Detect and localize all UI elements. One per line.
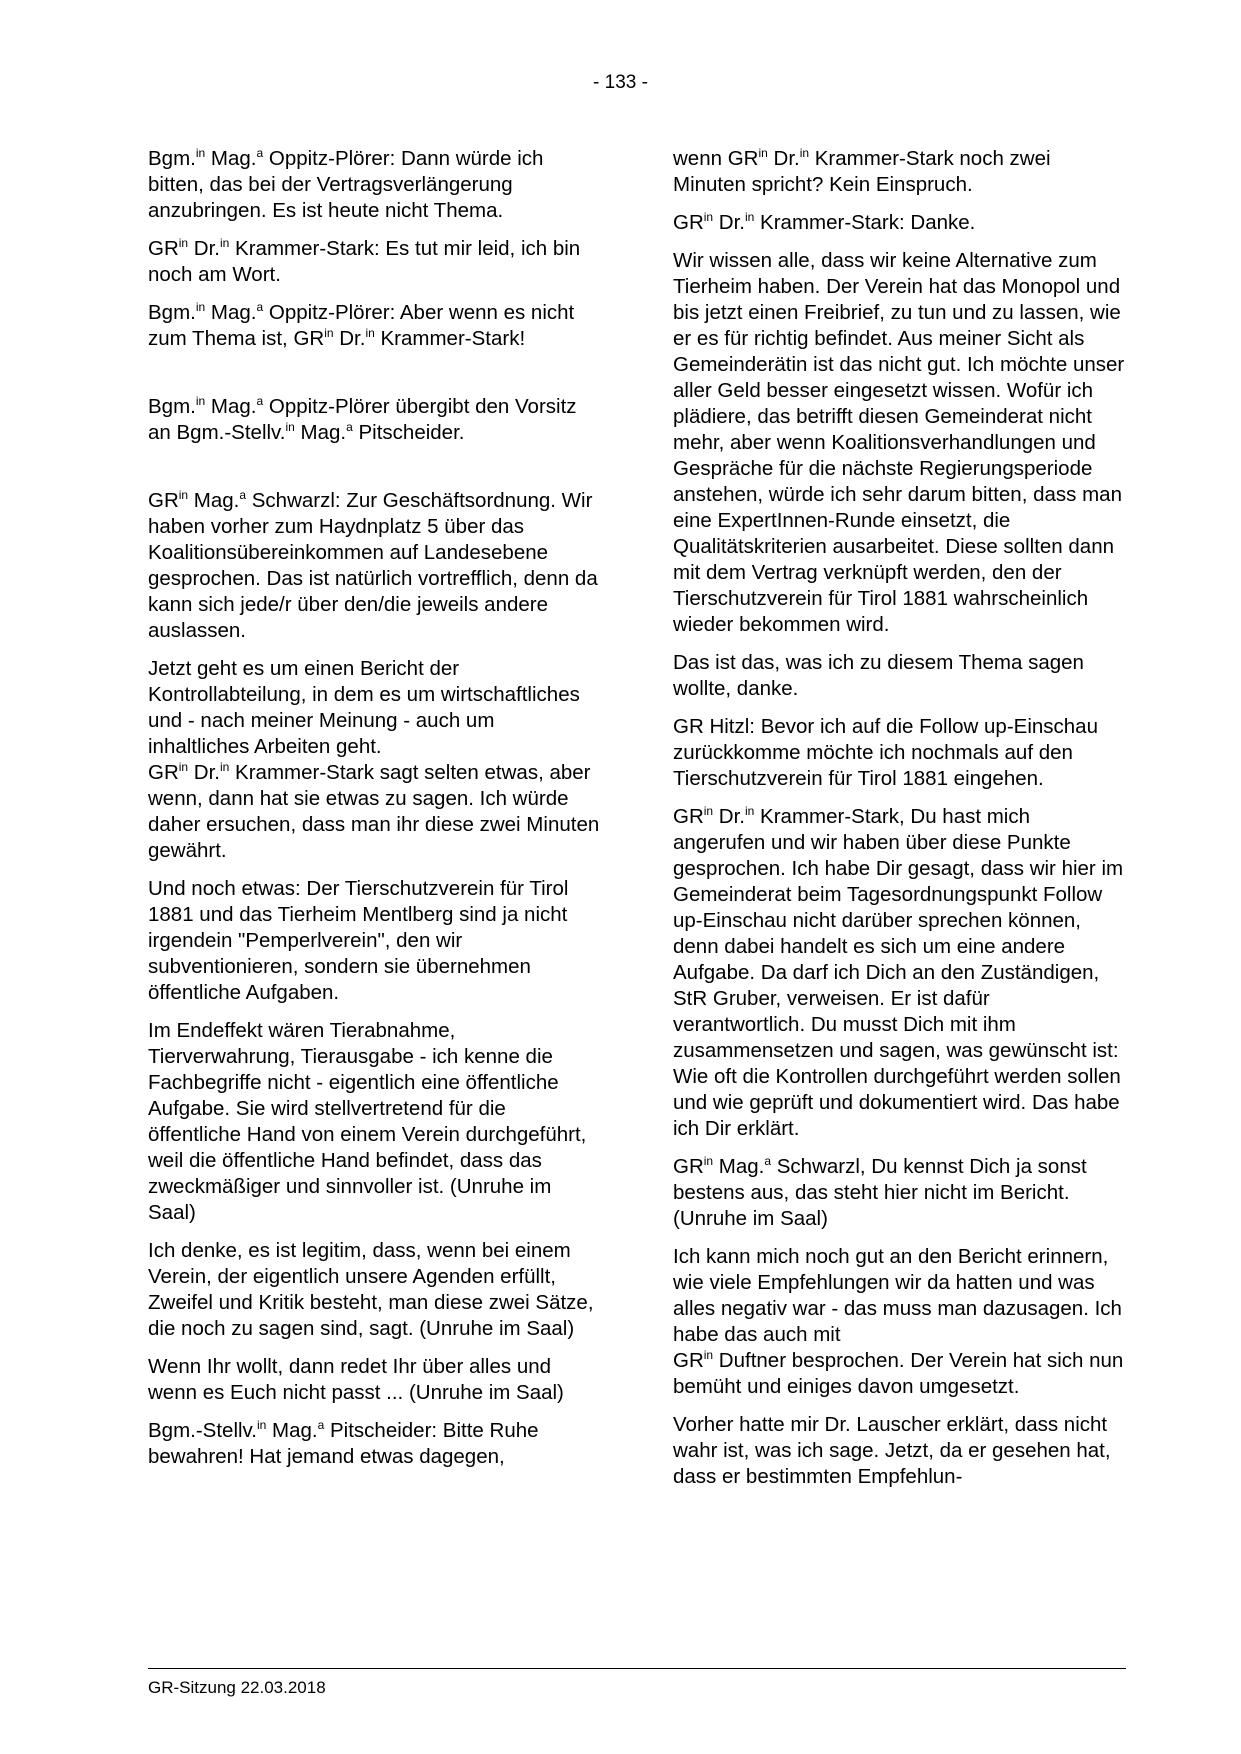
paragraph: $GR^{in}$ Dr.$^{in}$ Krammer-Stark, Du hast mich angerufen und wir haben über diese Punkte gesprochen. Ich habe Dir gesagt, dass wir hier im Gemeinderat beim Tagesordnungspunkt Follow up-Einschau nicht darüber sprechen können, denn dabei handelt es sich um eine andere Aufgabe. Da darf ich Dich an den Zuständigen, StR Gruber, verweisen. Er ist dafür verantwortlich. Du musst Dich mit ihm zusammensetzen und sagen, was gewünscht ist: Wie oft die Kontrollen durchgeführt werden sollen und wie geprüft und dokumentiert wird. Das habe ich Dir erklärt. bbox=[673, 804, 1124, 1140]
paragraph: Wir wissen alle, dass wir keine Alternative zum Tierheim haben. Der Verein hat das Monopol und bis jetzt einen Freibrief, zu tun und zu lassen, wie er es für richtig befindet. Aus meiner Sicht als Gemeinderätin ist das nicht gut. Ich möchte unser aller Geld besser eingesetzt wissen. Wofür ich plädiere, das betrifft diesen Gemeinderat nicht mehr, aber wenn Koalitionsverhandlungen und Gespräche für die nächste Regierungsperiode anstehen, würde ich sehr darum bitten, dass man eine ExpertInnen-Runde einsetzt, die Qualitätskriterien ausarbeitet. Diese sollten dann mit dem Vertrag verknüpft werden, den der Tierschutzverein für Tirol 1881 wahrscheinlich wieder bekommen wird. bbox=[673, 249, 1125, 636]
paragraph: Bgm.$^{in}$ Mag.$^a$ Oppitz-Plörer übergibt den Vorsitz an Bgm.-Stellv.$^{in}$ Mag.$^a$ Pitscheider. bbox=[148, 394, 577, 444]
paragraph: Ich kann mich noch gut an den Bericht erinnern, wie viele Empfehlungen wir da hatten und was alles negativ war - das muss man dazusagen. Ich habe das auch mit $GR^{in}$ Duftner besprochen. Der Verein hat sich nun bemüht und einiges davon umgesetzt. bbox=[673, 1245, 1124, 1398]
paragraph: GR Hitzl: Bevor ich auf die Follow up-Einschau zurückkomme möchte ich nochmals auf den Tierschutzverein für Tirol 1881 eingehen. bbox=[673, 715, 1098, 790]
paragraph: $GR^{in}$ Mag.$^a$ Schwarzl, Du kennst Dich ja sonst bestens aus, das steht hier nicht im Bericht. (Unruhe im Saal) bbox=[673, 1154, 1087, 1230]
paragraph: $GR^{in}$ Dr.$^{in}$ Krammer-Stark: Danke. bbox=[673, 210, 976, 234]
paragraph: wenn $GR^{in}$ Dr.$^{in}$ Krammer-Stark noch zwei Minuten spricht? Kein Einspruch. bbox=[673, 146, 1051, 196]
paragraph: Das ist das, was ich zu diesem Thema sagen wollte, danke. bbox=[673, 651, 1084, 700]
paragraph: Bgm.$^{in}$ Mag.$^a$ Oppitz-Plörer: Dann würde ich bitten, das bei der Vertragsverlängerung anzubringen. Es ist heute nicht Thema. bbox=[148, 146, 544, 222]
paragraph: Vorher hatte mir Dr. Lauscher erklärt, dass nicht wahr ist, was ich sage. Jetzt, da er gesehen hat, dass er bestimmten Empfehlun- bbox=[673, 1413, 1111, 1488]
footer-text: GR-Sitzung 22.03.2018 bbox=[148, 1678, 326, 1697]
paragraph: Und noch etwas: Der Tierschutzverein für Tirol 1881 und das Tierheim Mentlberg sind ja nicht irgendein "Pemperlverein", den wir subventionieren, sondern sie übernehmen öffentliche Aufgaben. bbox=[148, 877, 569, 1004]
paragraph: Bgm.$^{in}$ Mag.$^a$ Oppitz-Plörer: Aber wenn es nicht zum Thema ist, $GR^{in}$ Dr.$^{in}$ Krammer-Stark! bbox=[148, 300, 575, 350]
paragraph: Im Endeffekt wären Tierabnahme, Tierverwahrung, Tierausgabe - ich kenne die Fachbegriffe nicht - eigentlich eine öffentliche Aufgabe. Sie wird stellvertretend für die öffentliche Hand von einem Verein durchgeführt, weil die öffentliche Hand befindet, dass das zweckmäßiger und sinnvoller ist. (Unruhe im Saal) bbox=[148, 1019, 587, 1224]
footer-divider bbox=[148, 1668, 1126, 1669]
paragraph: Jetzt geht es um einen Bericht der Kontrollabteilung, in dem es um wirtschaftliches und - nach meiner Meinung - auch um inhaltliches Arbeiten geht. $GR^{in}$ Dr.$^{in}$ Krammer-Stark sagt selten etwas, aber wenn, dann hat sie etwas zu sagen. Ich würde daher ersuchen, dass man ihr diese zwei Minuten gewährt. bbox=[148, 657, 600, 862]
right-column bbox=[673, 146, 1125, 1502]
paragraph: $GR^{in}$ Dr.$^{in}$ Krammer-Stark: Es tut mir leid, ich bin noch am Wort. bbox=[148, 236, 581, 286]
paragraph: Bgm.-Stellv.$^{in}$ Mag.$^a$ Pitscheider: Bitte Ruhe bewahren! Hat jemand etwas dagegen, bbox=[148, 1418, 539, 1468]
page-number: - 133 - bbox=[593, 72, 648, 93]
left-column bbox=[148, 146, 600, 1482]
paragraph: Wenn Ihr wollt, dann redet Ihr über alles und wenn es Euch nicht passt ... (Unruhe im Saal) bbox=[148, 1355, 564, 1404]
paragraph: $GR^{in}$ Mag.$^a$ Schwarzl: Zur Geschäftsordnung. Wir haben vorher zum Haydnplatz 5 über das Koalitionsübereinkommen auf Landesebene gesprochen. Das ist natürlich vortrefflich, denn da kann sich jede/r über den/die jeweils andere auslassen. bbox=[148, 488, 598, 642]
paragraph: Ich denke, es ist legitim, dass, wenn bei einem Verein, der eigentlich unsere Agenden erfüllt, Zweifel und Kritik besteht, man diese zwei Sätze, die noch zu sagen sind, sagt. (Unruhe im Saal) bbox=[148, 1239, 594, 1340]
